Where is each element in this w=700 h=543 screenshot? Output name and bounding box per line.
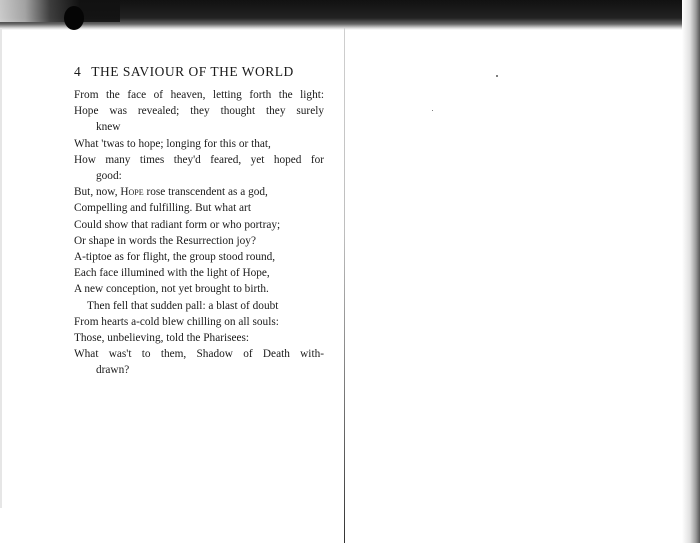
page-edge-left — [0, 28, 2, 508]
poem-line: good: — [96, 170, 122, 183]
book-gutter — [344, 28, 345, 543]
poem-line: From the face of heaven, letting forth the light: — [74, 89, 324, 101]
poem-line-part: But, now, — [74, 186, 121, 199]
poem-line: A new conception, not yet brought to birth. — [74, 283, 269, 296]
poem-line: Compelling and fulfilling. But what art — [74, 202, 251, 215]
poem-line: A-tiptoe as for flight, the group stood round, — [74, 251, 276, 264]
poem-line: What 'twas to hope; longing for this or that, — [74, 137, 271, 150]
poem-line-part: rose transcendent as a god, — [143, 186, 268, 199]
page-number: 4 — [74, 64, 82, 79]
poem-line: Each face illumined with the light of Hope, — [74, 267, 270, 280]
poem-text — [74, 87, 324, 379]
running-head: THE SAVIOUR OF THE WORLD — [91, 64, 294, 79]
dust-speck — [496, 75, 498, 77]
poem-line: Could show that radiant form or who portray; — [74, 218, 281, 231]
scan-shadow-corner — [0, 0, 120, 22]
poem-line: drawn? — [96, 364, 130, 377]
poem-line: From hearts a-cold blew chilling on all souls: — [74, 315, 279, 328]
ink-blot — [64, 6, 84, 30]
poem-line: knew — [96, 121, 121, 134]
poem-line — [74, 184, 324, 200]
dust-speck — [432, 110, 433, 111]
poem-line: What was't to them, Shadow of Death with- — [74, 348, 324, 361]
poem-line: Or shape in words the Resurrection joy? — [74, 234, 256, 247]
small-caps-word: Hope — [120, 186, 144, 199]
scan-shadow-right — [682, 0, 700, 543]
poem-line: Then fell that sudden pall: a blast of doubt — [87, 299, 279, 312]
poem-line: Hope was revealed; they thought they surely — [74, 105, 324, 118]
poem-line: How many times they'd feared, yet hoped for — [74, 153, 324, 166]
page-header — [74, 64, 324, 80]
poem-line: Those, unbelieving, told the Pharisees: — [74, 332, 250, 345]
